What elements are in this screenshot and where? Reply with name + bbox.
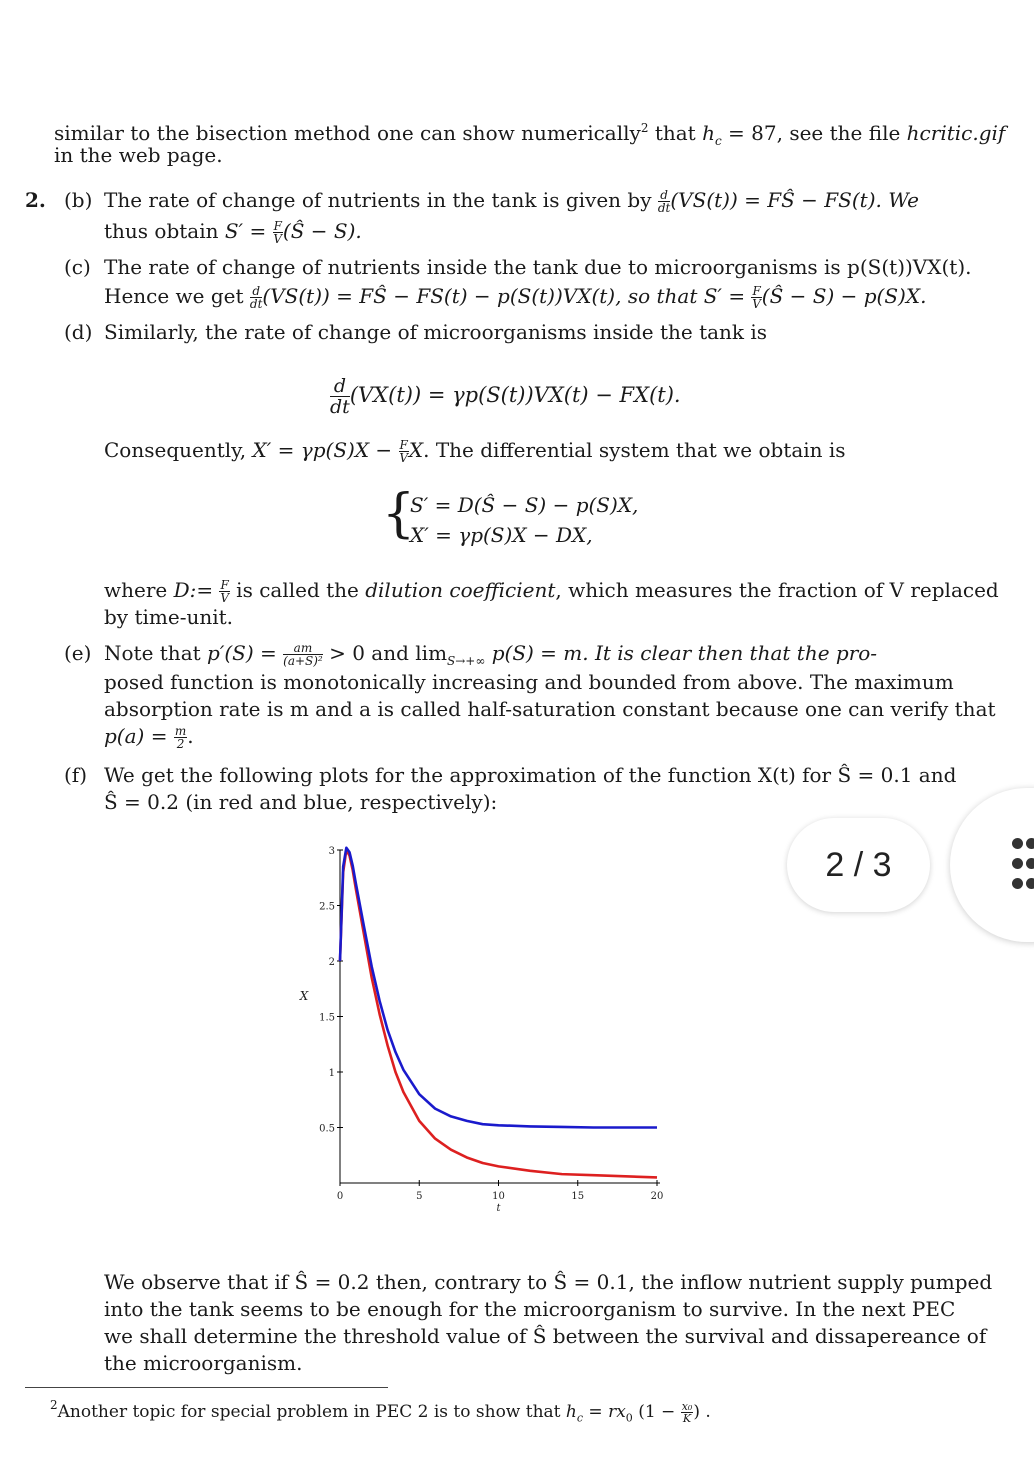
- page-indicator-label: 2 / 3: [825, 845, 892, 884]
- system-eq-2: X′ = γp(S)X − DX,: [410, 523, 593, 547]
- label-f: (f): [64, 763, 88, 787]
- e-line-4: p(a) = $\frac{m}{2}$ .: [104, 724, 194, 751]
- where-line-2: by time-unit.: [104, 605, 234, 629]
- item-number: 2.: [25, 188, 46, 212]
- y-tick-label: 1: [328, 1068, 335, 1079]
- conclusion-line-2: into the tank seems to be enough for the microorganism to survive. In the next PEC: [104, 1297, 956, 1321]
- f-line-2: Ŝ = 0.2 (in red and blue, respectively):: [104, 790, 498, 814]
- series-line-2: [340, 848, 657, 1128]
- b-line-1: The rate of change of nutrients in the tank is given by $\frac{d}{dt}$ (VS(t)) = FŜ − FS(t). We: [104, 188, 919, 215]
- y-tick-label: 1.5: [319, 1012, 335, 1024]
- footnote-rule: [25, 1387, 388, 1388]
- x-tick-label: 15: [571, 1191, 585, 1202]
- y-tick-label: 2: [328, 957, 335, 968]
- x-axis-label: t: [496, 1203, 501, 1214]
- footnote: $^2$Another topic for special problem in PEC 2 is to show that $h_c = rx_0$ (1 − $\frac{\text{x₀}}{K}$ ) .: [50, 1398, 711, 1425]
- intro-line-2: in the web page.: [54, 143, 223, 167]
- c-line-1: The rate of change of nutrients inside the tank due to microorganisms is p(S(t))VX(t).: [104, 255, 972, 279]
- where-line-1: where D:= $\frac{F}{V}$ is called the dilution coefficient, which measures the fraction of V replaced: [104, 578, 999, 605]
- d-line-2: Consequently, X′ = γp(S)X − $\frac{F}{V}$ X. The differential system that we obtain is: [104, 438, 846, 465]
- intro-line-1: similar to the bisection method one can show numerically$^2$ that $h_c = 87$, see the file hcritic.gif: [54, 121, 1006, 148]
- conclusion-line-1: We observe that if Ŝ = 0.2 then, contrary to Ŝ = 0.1, the inflow nutrient supply pumped: [104, 1270, 993, 1294]
- d-line-1: Similarly, the rate of change of microorganisms inside the tank is: [104, 320, 768, 344]
- y-axis-label: X: [299, 988, 309, 1003]
- b-line-2: thus obtain S′ = $\frac{F}{V}$ (Ŝ − S).: [104, 219, 362, 246]
- x-tick-label: 5: [416, 1191, 423, 1202]
- system-eq-1: S′ = D(Ŝ − S) − p(S)X,: [410, 493, 639, 517]
- label-b: (b): [64, 188, 93, 212]
- y-tick-label: 0.5: [319, 1123, 335, 1135]
- label-d: (d): [64, 320, 93, 344]
- file-link: hcritic.gif: [906, 121, 1006, 145]
- x-tick-label: 10: [492, 1191, 505, 1202]
- system-brace: {: [382, 484, 416, 544]
- c-line-2: Hence we get $\frac{d}{dt}$ (VS(t)) = FŜ − FS(t) − p(S(t))VX(t), so that S′ = $\frac{F}{V}$ (Ŝ − S) − p(S)X.: [104, 284, 927, 311]
- more-dots-icon[interactable]: [1012, 838, 1034, 890]
- d-equation: $\frac{d}{dt}$ (VX(t)) = γp(S(t))VX(t) − FX(t).: [330, 375, 681, 418]
- x-tick-label: 0: [336, 1191, 344, 1202]
- page-indicator[interactable]: [787, 818, 930, 912]
- conclusion-line-3: we shall determine the threshold value of Ŝ between the survival and dissapereance of: [104, 1324, 987, 1348]
- e-line-3: absorption rate is m and a is called half-saturation constant because one can verify that: [104, 697, 996, 721]
- y-tick-label: 3: [328, 846, 335, 857]
- x-tick-label: 20: [650, 1191, 664, 1202]
- label-c: (c): [64, 255, 91, 279]
- e-line-2: posed function is monotonically increasing and bounded from above. The maximum: [104, 670, 954, 694]
- f-line-1: We get the following plots for the approximation of the function X(t) for Ŝ = 0.1 and: [104, 763, 957, 787]
- conclusion-line-4: the microorganism.: [104, 1351, 303, 1375]
- y-tick-label: 2.5: [319, 901, 335, 913]
- label-e: (e): [64, 641, 92, 665]
- e-line-1: Note that p′(S) = $\frac{am}{\text{(a+S)²}}$ > 0 and $\lim_{S\to+\infty} p(S) = m$. It is clear then that the pro-: [104, 641, 878, 668]
- x-of-t-chart: [290, 840, 690, 1220]
